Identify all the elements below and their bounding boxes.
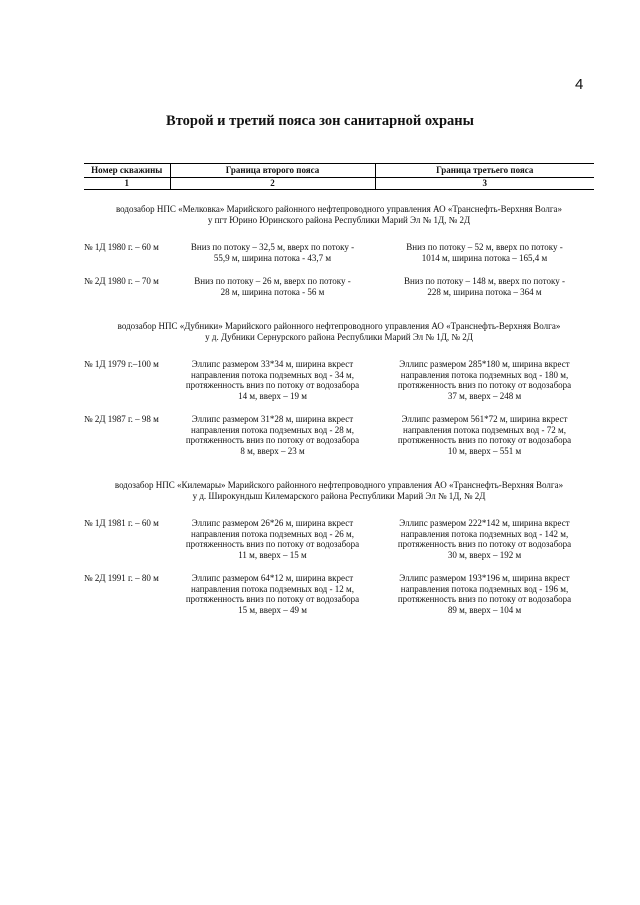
- sanitary-zones-table: [84, 163, 594, 625]
- group-caption: [84, 307, 594, 356]
- table-row: [84, 356, 594, 411]
- cell-line: направления потока подземных вод - 26 м,: [191, 528, 354, 539]
- table-row: [84, 273, 594, 307]
- well-number-cell: № 1Д 1979 г.–100 м: [84, 359, 159, 369]
- group-caption-line: у д. Дубники Сернурского района Республики Марий Эл № 1Д, № 2Д: [205, 331, 473, 342]
- well-number-cell: № 1Д 1981 г. – 60 м: [84, 518, 159, 528]
- cell-line: 1014 м, ширина потока – 165,4 м: [421, 252, 548, 263]
- page-number: 4: [575, 76, 584, 93]
- cell-line: Вниз по потоку – 26 м, вверх по потоку -: [194, 276, 351, 286]
- table-row: [84, 239, 594, 273]
- cell-line: направления потока подземных вод - 34 м,: [191, 369, 354, 380]
- third-zone-cell: [375, 273, 594, 307]
- second-zone-cell: [170, 273, 375, 307]
- cell-line: 37 м, вверх – 248 м: [447, 390, 522, 401]
- table-row: [84, 570, 594, 625]
- table-row: [84, 411, 594, 466]
- table-row: [84, 515, 594, 570]
- cell-line: 10 м, вверх – 551 м: [447, 445, 522, 456]
- second-zone-cell: [170, 515, 375, 570]
- cell-line: Эллипс размером 26*26 м, ширина вкрест: [191, 518, 354, 528]
- group-caption-row: [84, 190, 594, 240]
- cell-line: Эллипс размером 31*28 м, ширина вкрест: [191, 414, 354, 424]
- cell-line: 89 м, вверх – 104 м: [447, 604, 522, 615]
- cell-line: 8 м, вверх – 23 м: [240, 445, 305, 456]
- group-caption-row: [84, 466, 594, 515]
- cell-line: 28 м, ширина потока - 56 м: [220, 286, 325, 297]
- group-caption-line: у д. Широкундыш Килемарского района Республики Марий Эл № 1Д, № 2Д: [192, 490, 486, 501]
- group-caption-line: водозабор НПС «Килемары» Марийского районного нефтепроводного управления АО «Транснефть-Верхняя Волга»: [114, 480, 564, 490]
- second-zone-cell: [170, 570, 375, 625]
- cell-line: Эллипс размером 64*12 м, ширина вкрест: [191, 573, 354, 583]
- cell-line: направления потока подземных вод - 180 м,: [400, 369, 569, 380]
- cell-line: Эллипс размером 222*142 м, ширина вкрест: [399, 518, 570, 528]
- cell-line: Вниз по потоку – 148 м, вверх по потоку -: [404, 276, 565, 286]
- cell-line: протяженность вниз по потоку от водозабора: [397, 539, 572, 549]
- group-caption-row: [84, 307, 594, 356]
- cell-line: протяженность вниз по потоку от водозабора: [185, 380, 360, 390]
- cell-line: Эллипс размером 193*196 м, ширина вкрест: [399, 573, 570, 583]
- second-zone-cell: [170, 411, 375, 466]
- well-number-cell: № 2Д 1991 г. – 80 м: [84, 573, 159, 583]
- cell-line: протяженность вниз по потоку от водозабора: [185, 435, 360, 445]
- cell-line: Вниз по потоку – 32,5 м, вверх по потоку -: [190, 242, 355, 252]
- cell-line: направления потока подземных вод - 28 м,: [191, 424, 354, 435]
- third-zone-cell: [375, 411, 594, 466]
- cell-line: направления потока подземных вод - 142 м,: [400, 528, 569, 539]
- cell-line: Эллипс размером 561*72 м, ширина вкрест: [401, 414, 568, 424]
- well-number-cell: № 1Д 1980 г. – 60 м: [84, 242, 159, 252]
- third-zone-cell: [375, 570, 594, 625]
- group-caption-line: у пгт Юрино Юринского района Республики Марий Эл № 1Д, № 2Д: [207, 214, 471, 225]
- third-zone-cell: [375, 515, 594, 570]
- group-caption: [84, 466, 594, 515]
- cell-line: протяженность вниз по потоку от водозабора: [397, 380, 572, 390]
- column-number-3: 3: [375, 177, 594, 190]
- cell-line: Эллипс размером 33*34 м, ширина вкрест: [191, 359, 354, 369]
- table-header: [84, 164, 594, 190]
- cell-line: 11 м, вверх – 15 м: [238, 549, 307, 560]
- well-number-cell: № 2Д 1987 г. – 98 м: [84, 414, 159, 424]
- cell-line: 15 м, вверх – 49 м: [238, 604, 307, 615]
- second-zone-cell: [170, 356, 375, 411]
- third-zone-cell: [375, 239, 594, 273]
- cell-line: протяженность вниз по потоку от водозабора: [185, 539, 360, 549]
- cell-line: протяженность вниз по потоку от водозабора: [397, 594, 572, 604]
- column-number-1: 1: [84, 177, 170, 190]
- cell-line: Эллипс размером 285*180 м, ширина вкрест: [399, 359, 570, 369]
- group-caption-line: водозабор НПС «Мелковка» Марийского районного нефтепроводного управления АО «Транснефть-Верхняя Волга»: [115, 204, 562, 214]
- table-body: [84, 190, 594, 626]
- second-zone-cell: [170, 239, 375, 273]
- cell-line: направления потока подземных вод - 196 м,: [400, 583, 569, 594]
- cell-line: направления потока подземных вод - 72 м,: [403, 424, 566, 435]
- cell-line: Вниз по потоку – 52 м, вверх по потоку -: [406, 242, 563, 252]
- group-caption: [84, 190, 594, 240]
- header-well-number: Номер скважины: [84, 164, 170, 178]
- cell-line: направления потока подземных вод - 12 м,: [191, 583, 354, 594]
- cell-line: 14 м, вверх – 19 м: [238, 390, 307, 401]
- header-third-zone: Граница третьего пояса: [375, 164, 594, 178]
- cell-line: 228 м, ширина потока – 364 м: [427, 286, 542, 297]
- header-second-zone: Граница второго пояса: [170, 164, 375, 178]
- cell-line: 30 м, вверх – 192 м: [447, 549, 522, 560]
- well-number-cell: № 2Д 1980 г. – 70 м: [84, 276, 159, 286]
- cell-line: протяженность вниз по потоку от водозабора: [185, 594, 360, 604]
- column-number-2: 2: [170, 177, 375, 190]
- third-zone-cell: [375, 356, 594, 411]
- cell-line: 55,9 м, ширина потока - 43,7 м: [213, 252, 332, 263]
- cell-line: протяженность вниз по потоку от водозабора: [397, 435, 572, 445]
- page-title: Второй и третий пояса зон санитарной охраны: [166, 113, 474, 129]
- group-caption-line: водозабор НПС «Дубники» Марийского районного нефтепроводного управления АО «Транснефть-Верхняя Волга»: [117, 321, 561, 331]
